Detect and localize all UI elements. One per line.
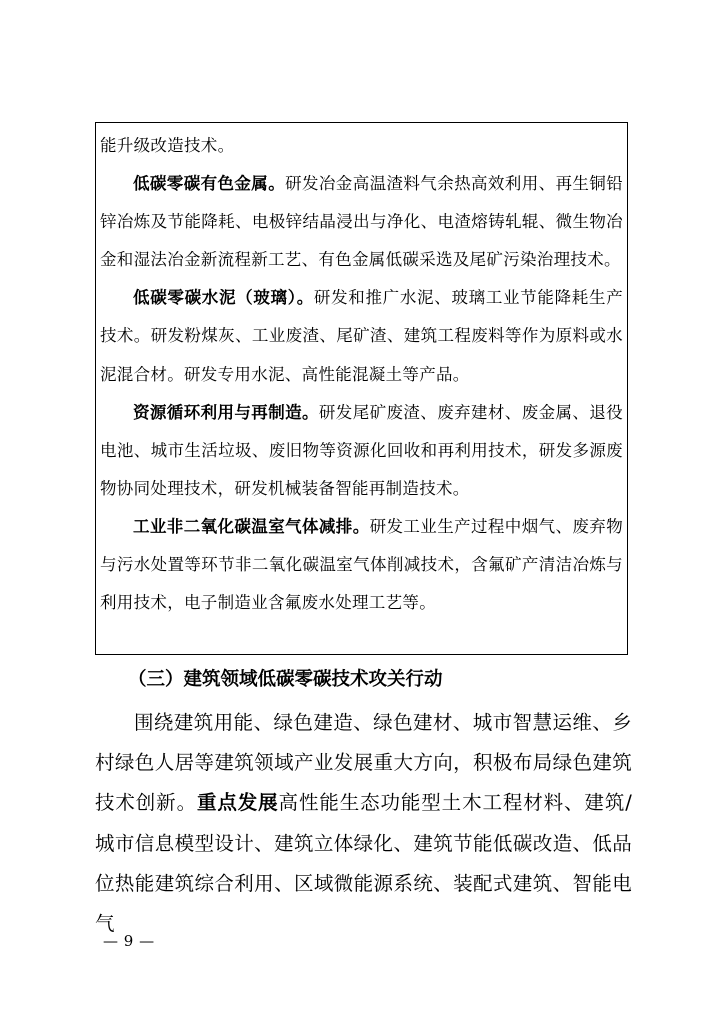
item-low-carbon-nonferrous-metals [100, 165, 623, 279]
page-number: — 9 — [103, 932, 155, 950]
section-heading: （三）建筑领域低碳零碳技术攻关行动 [128, 669, 443, 690]
bordered-text-box [95, 122, 628, 655]
item-title: 低碳零碳水泥（玻璃）。 [133, 288, 314, 308]
paragraph-intro: 围绕建筑用能、绿色建造、绿色建材、城市智慧运维、乡村绿色人居等建筑领域产业发展重大方向，积极布局绿色建筑技术创新。 [95, 711, 632, 815]
section-body-paragraph [95, 703, 632, 944]
item-text: 研发冶金高温渣料气余热高效利用、再生铜铅锌冶炼及节能降耗、电极锌结晶浸出与净化、电渣熔铸轧辊、微生物冶金和湿法冶金新流程新工艺、有色金属低碳采选及尾矿污染治理技术。 [100, 174, 624, 270]
item-non-co2-ghg-reduction [100, 508, 623, 622]
item-text: 研发工业生产过程中烟气、废弃物与污水处置等环节非二氧化碳温室气体削减技术，含氟矿产清洁冶炼与利用技术，电子制造业含氟废水处理工艺等。 [100, 516, 624, 613]
item-title: 工业非二氧化碳温室气体减排。 [133, 516, 370, 536]
item-title: 资源循环利用与再制造。 [133, 402, 319, 422]
item-low-carbon-cement-glass [100, 279, 623, 393]
paragraph-bold-phrase: 重点发展 [196, 791, 279, 815]
paragraph-rest: 高性能生态功能型土木工程材料、建筑/城市信息模型设计、建筑立体绿化、建筑节能低碳改造、低品位热能建筑综合利用、区域微能源系统、装配式建筑、智能电气 [95, 791, 632, 936]
continuation-text: 能升级改造技术。 [100, 136, 235, 155]
item-text: 研发和推广水泥、玻璃工业节能降耗生产技术。研发粉煤灰、工业废渣、尾矿渣、建筑工程废料等作为原料或水泥混合材。研发专用水泥、高性能混凝土等产品。 [100, 288, 623, 384]
item-title: 低碳零碳有色金属。 [133, 174, 286, 194]
item-resource-recycling [100, 394, 623, 508]
item-text: 研发尾矿废渣、废弃建材、废金属、退役电池、城市生活垃圾、废旧物等资源化回收和再利用技术，研发多源废物协同处理技术，研发机械装备智能再制造技术。 [100, 402, 623, 498]
